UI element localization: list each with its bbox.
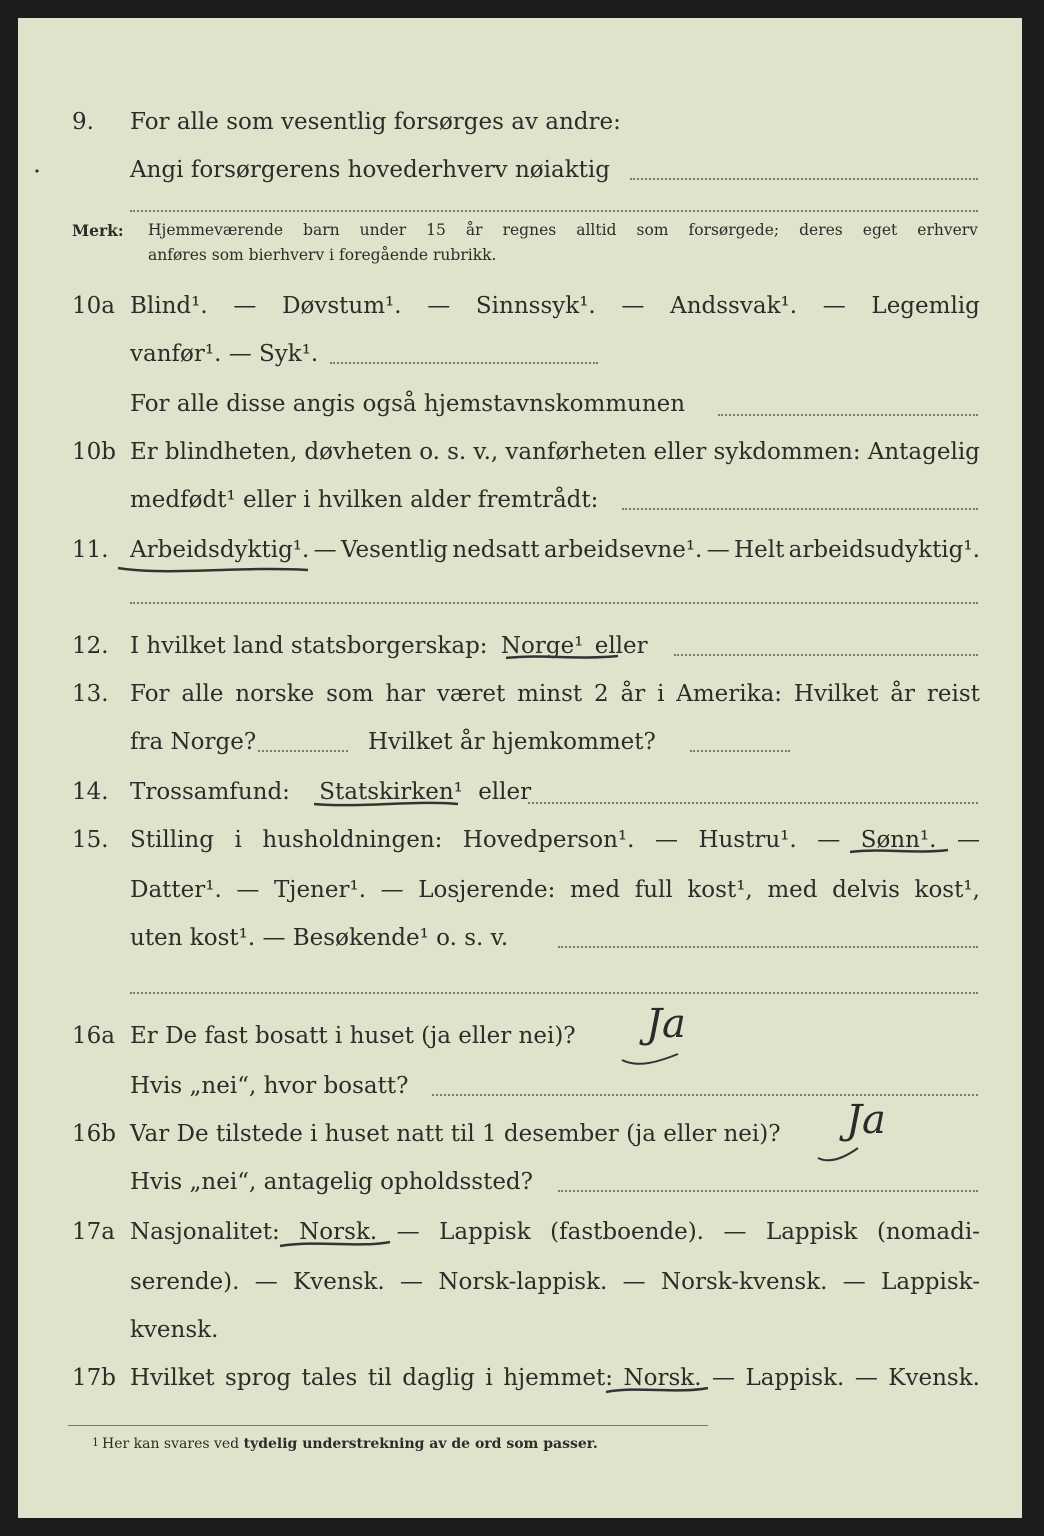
q15-line2-word: med xyxy=(767,877,818,903)
q12-option-norge[interactable]: Norge¹ xyxy=(500,633,584,659)
footnote-text-bold: tydelig understrekning av de ord som passer. xyxy=(243,1436,598,1452)
q17a-row2 xyxy=(18,1262,1022,1302)
q9-row2 xyxy=(18,150,1022,190)
q11-row xyxy=(18,530,1022,570)
q9-answer-line[interactable] xyxy=(630,178,978,180)
q10a-row3 xyxy=(18,384,1022,424)
q10a-row xyxy=(18,286,1022,326)
q15-line2-word: kost¹, xyxy=(914,877,980,903)
q17a-line1-word: Norsk. xyxy=(299,1219,378,1245)
merk-line1-word: eget xyxy=(862,221,898,239)
q17b-line1-word: Kvensk. xyxy=(888,1365,980,1391)
q14-suffix: eller xyxy=(478,779,532,805)
q13-line2a: fra Norge? xyxy=(130,729,257,755)
q11-answer-line[interactable] xyxy=(130,602,978,604)
q11-line1-word: — xyxy=(313,537,337,563)
merk-line1-word: Hjemmeværende xyxy=(148,221,284,239)
q15-line2-word: Datter¹. xyxy=(130,877,222,903)
q16a-line1: Er De fast bosatt i huset (ja eller nei)? xyxy=(130,1023,576,1049)
q11-line1-word: — xyxy=(706,537,730,563)
q15-line1-word: Sønn¹. xyxy=(860,827,937,853)
q12-number: 12. xyxy=(72,633,109,659)
q13-row xyxy=(18,674,1022,714)
q9-line2: Angi forsørgerens hovederhverv nøiaktig xyxy=(130,157,610,183)
q15-line1-word: — xyxy=(817,827,841,853)
q15-line1-word: — xyxy=(956,827,980,853)
q17b-line1-word: til xyxy=(367,1365,392,1391)
q10b-line1-word: o. xyxy=(419,439,440,465)
merk-line1-word: deres xyxy=(799,221,843,239)
q12-suffix: eller xyxy=(594,633,648,659)
q16b-line2: Hvis „nei“, antagelig opholdssted? xyxy=(130,1169,533,1195)
q17a-line2-word: — xyxy=(842,1269,866,1295)
merk-line1 xyxy=(148,218,978,243)
q16b-answer[interactable]: Ja xyxy=(846,1097,886,1143)
q10a-line1-word: — xyxy=(427,293,451,319)
q14-prefix: Trossamfund: xyxy=(130,779,290,805)
q10a-line1-word: Døvstum¹. xyxy=(282,293,402,319)
q9-row xyxy=(18,102,1022,142)
q17a-line3: kvensk. xyxy=(130,1317,219,1343)
q10a-line1-word: Blind¹. xyxy=(130,293,208,319)
q17b-line1-word: tales xyxy=(301,1365,358,1391)
q17a-line1-word: — xyxy=(396,1219,420,1245)
q17a-line1 xyxy=(130,1212,980,1252)
q13-line1-word: været xyxy=(436,681,506,707)
q17b-line1-word: — xyxy=(854,1365,878,1391)
q10b-line1-word: eller xyxy=(653,439,707,465)
q17a-row3 xyxy=(18,1310,1022,1350)
q10a-line1-word: — xyxy=(621,293,645,319)
footnote-rule xyxy=(68,1425,708,1426)
q13-line1-word: år xyxy=(620,681,646,707)
q15-line2-word: — xyxy=(236,877,260,903)
q12-prefix: I hvilket land statsborgerskap: xyxy=(130,633,488,659)
q17a-line1-word: Lappisk xyxy=(439,1219,531,1245)
q9-number: 9. xyxy=(72,109,94,135)
q17b-line1-word: daglig xyxy=(402,1365,475,1391)
q13-row2 xyxy=(18,722,1022,762)
q14-number: 14. xyxy=(72,779,109,805)
q15-line2 xyxy=(130,870,980,910)
footnote-text-plain: Her kan svares ved xyxy=(102,1436,240,1452)
q10a-line2: vanfør¹. — Syk¹. xyxy=(130,341,319,367)
q10a-line1-word: — xyxy=(233,293,257,319)
q12-answer-line[interactable] xyxy=(674,654,978,656)
q12-row xyxy=(18,626,1022,666)
q13-line1-word: i xyxy=(657,681,665,707)
q17a-line2 xyxy=(130,1262,980,1302)
q13-line1-word: reist xyxy=(926,681,980,707)
q10a-line1-word: Legemlig xyxy=(871,293,980,319)
q15-line2-word: full xyxy=(634,877,673,903)
q17a-line2-word: Kvensk. xyxy=(293,1269,385,1295)
q15-number: 15. xyxy=(72,827,109,853)
q17a-line2-word: Norsk-lappisk. xyxy=(438,1269,608,1295)
q15-line2-word: med xyxy=(569,877,621,903)
census-form-page xyxy=(18,18,1022,1518)
q11-line1-word: arbeidsudyktig¹. xyxy=(788,537,980,563)
footnote xyxy=(92,1436,598,1452)
q15-line3: uten kost¹. — Besøkende¹ o. s. v. xyxy=(130,925,509,951)
q17b-line1-word: Norsk. xyxy=(623,1365,702,1391)
q16a-line2: Hvis „nei“, hvor bosatt? xyxy=(130,1073,409,1099)
q10a-line1 xyxy=(130,286,980,326)
q17a-line1-word: (fastboende). xyxy=(550,1219,704,1245)
merk-line1-word: som xyxy=(636,221,669,239)
q11-line1-word: Vesentlig xyxy=(341,537,449,563)
q15-line1-word: — xyxy=(654,827,678,853)
q13-line1-word: Amerika: xyxy=(676,681,783,707)
merk-line1-word: under xyxy=(359,221,407,239)
q15-extra-answer-line[interactable] xyxy=(130,992,978,994)
q17a-line2-word: Lappisk- xyxy=(881,1269,980,1295)
q10a-number: 10a xyxy=(72,293,115,319)
q10a-line1-word: Sinnssyk¹. xyxy=(475,293,596,319)
q17a-line1-word: (nomadi- xyxy=(876,1219,980,1245)
q15-line2-word: delvis xyxy=(832,877,900,903)
q13-line1-word: minst xyxy=(517,681,583,707)
q17a-line2-word: serende). xyxy=(130,1269,240,1295)
q13-line1-word: år xyxy=(890,681,916,707)
q10a-line1-word: Andssvak¹. xyxy=(670,293,798,319)
q17a-line2-word: — xyxy=(622,1269,646,1295)
q10b-row2 xyxy=(18,480,1022,520)
q15-line1-word: Hovedperson¹. xyxy=(462,827,635,853)
q15-answer-line[interactable] xyxy=(558,946,978,948)
merk-line1-word: regnes xyxy=(502,221,557,239)
q10b-number: 10b xyxy=(72,439,116,465)
q16b-row xyxy=(18,1097,1022,1154)
q15-row xyxy=(18,820,1022,860)
q17b-line1 xyxy=(130,1358,980,1398)
q10b-line1-word: sykdommen: xyxy=(713,439,861,465)
q10b-answer-line[interactable] xyxy=(622,508,978,510)
merk-line1-word: 15 xyxy=(426,221,446,239)
q11-line1 xyxy=(130,530,980,570)
q11-number: 11. xyxy=(72,537,109,563)
q13-line1 xyxy=(130,674,980,714)
q15-line2-word: Losjerende: xyxy=(418,877,556,903)
q17b-row xyxy=(18,1358,1022,1398)
q11-line1-word: nedsatt xyxy=(452,537,540,563)
q10b-line1-word: Antagelig xyxy=(867,439,980,465)
q17b-line1-word: hjemmet: xyxy=(503,1365,613,1391)
q13-line1-word: alle xyxy=(181,681,224,707)
q10b-line1-word: Er xyxy=(130,439,158,465)
q17b-line1-word: Lappisk. xyxy=(745,1365,845,1391)
q17a-line1-word: — xyxy=(723,1219,747,1245)
q14-text xyxy=(130,772,531,812)
q17b-number: 17b xyxy=(72,1365,116,1391)
q15-row3 xyxy=(18,918,1022,958)
q17a-line2-word: — xyxy=(254,1269,278,1295)
q15-line1-word: Hustru¹. xyxy=(698,827,797,853)
q10b-line2: medfødt¹ eller i hvilken alder fremtrådt: xyxy=(130,487,599,513)
q17b-line1-word: i xyxy=(485,1365,493,1391)
q16b-answer-line[interactable] xyxy=(558,1190,978,1192)
q10a-row2 xyxy=(18,334,1022,374)
q10b-line1-word: v., xyxy=(473,439,499,465)
merk-line1-word: alltid xyxy=(576,221,617,239)
q13-line1-word: 2 xyxy=(594,681,609,707)
q13-line1-word: For xyxy=(130,681,170,707)
merk-line1-word: år xyxy=(465,221,483,239)
q11-line1-word: arbeidsevne¹. xyxy=(543,537,703,563)
q17a-line1-word: Lappisk xyxy=(765,1219,858,1245)
q15-line2-word: — xyxy=(380,877,404,903)
q15-line1-word: husholdningen: xyxy=(262,827,443,853)
merk-line1-word: forsørgede; xyxy=(688,221,780,239)
q10a-home-municipality-line[interactable] xyxy=(718,414,978,416)
q10b-line1-word: s. xyxy=(447,439,467,465)
q10a-syk-answer-line[interactable] xyxy=(330,362,598,364)
q16a-number: 16a xyxy=(72,1023,115,1049)
q15-line1 xyxy=(130,820,980,860)
q14-option-statskirken[interactable]: Statskirken¹ xyxy=(319,779,463,805)
q17a-number: 17a xyxy=(72,1219,115,1245)
q10a-line3: For alle disse angis også hjemstavnskommunen xyxy=(130,391,686,417)
q11-line1-word: Arbeidsdyktig¹. xyxy=(130,537,310,563)
q10b-row xyxy=(18,432,1022,472)
q17a-line2-word: — xyxy=(400,1269,424,1295)
q10b-line1-word: døvheten xyxy=(304,439,413,465)
q16b-row2 xyxy=(18,1162,1022,1202)
q13-line1-word: Hvilket xyxy=(793,681,879,707)
footnote-mark: 1 xyxy=(92,1436,99,1449)
q9-extra-answer-line[interactable] xyxy=(130,210,978,212)
q17a-row xyxy=(18,1212,1022,1252)
q16a-answer-line[interactable] xyxy=(432,1094,978,1096)
q15-line1-word: Stilling xyxy=(130,827,214,853)
q13-line2b: Hvilket år hjemkommet? xyxy=(368,729,656,755)
q11-line1-word: Helt xyxy=(734,537,785,563)
q13-line1-word: har xyxy=(385,681,425,707)
q17a-line1-word: Nasjonalitet: xyxy=(130,1219,280,1245)
merk-line2: anføres som bierhverv i foregående rubrikk. xyxy=(148,246,497,264)
q17b-line1-word: sprog xyxy=(225,1365,292,1391)
q13-line1-word: norske xyxy=(235,681,315,707)
q12-text xyxy=(130,626,648,666)
q16b-line1: Var De tilstede i huset natt til 1 desember (ja eller nei)? xyxy=(130,1121,781,1147)
q16a-row xyxy=(18,1001,1022,1056)
q14-answer-line[interactable] xyxy=(528,802,978,804)
q13-returned-year-line[interactable] xyxy=(690,750,790,752)
q17b-line1-word: — xyxy=(712,1365,735,1391)
q15-line2-word: kost¹, xyxy=(687,877,753,903)
q15-line1-word: i xyxy=(234,827,242,853)
q10b-line1-word: vanførheten xyxy=(505,439,647,465)
q10a-line1-word: — xyxy=(822,293,846,319)
q16a-answer[interactable]: Ja xyxy=(646,1001,686,1047)
merk-line1-word: barn xyxy=(303,221,340,239)
q17a-line2-word: Norsk-kvensk. xyxy=(660,1269,828,1295)
q17b-line1-word: Hvilket xyxy=(130,1365,215,1391)
q16b-number: 16b xyxy=(72,1121,116,1147)
q15-row2 xyxy=(18,870,1022,910)
q10b-line1-word: blindheten, xyxy=(164,439,298,465)
q14-row xyxy=(18,772,1022,812)
q10b-line1 xyxy=(130,432,980,472)
q13-number: 13. xyxy=(72,681,109,707)
q13-line1-word: som xyxy=(326,681,374,707)
q9-line1: For alle som vesentlig forsørges av andre: xyxy=(130,109,621,135)
q13-emigrated-year-line[interactable] xyxy=(258,750,348,752)
merk-line1-word: erhverv xyxy=(917,221,978,239)
q15-line2-word: Tjener¹. xyxy=(273,877,367,903)
merk-label: Merk: xyxy=(72,221,124,240)
